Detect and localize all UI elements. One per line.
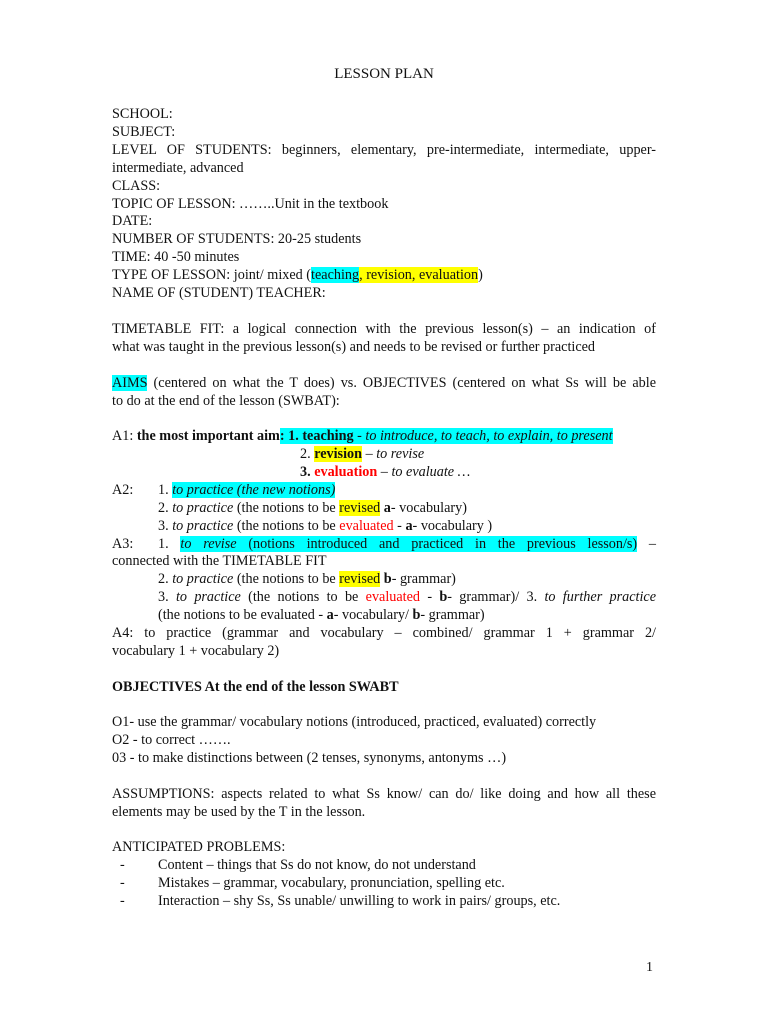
lesson-type-line: [112, 267, 656, 284]
aims-line-cont: to do at the end of the lesson (SWBAT):: [112, 393, 340, 409]
objective-o1: O1- use the grammar/ vocabulary notions (introduced, practiced, evaluated) correctly: [112, 714, 597, 730]
a2-2-letter: a: [380, 500, 391, 516]
a3-line-2: [158, 571, 638, 588]
a4-line-cont: vocabulary 1 + vocabulary 2): [112, 643, 280, 659]
a3-2-end: - grammar): [391, 571, 456, 587]
class-line: CLASS:: [112, 178, 161, 194]
timetable-line: TIMETABLE FIT: a logical connection with the previous lesson(s) – an indication of: [112, 321, 656, 337]
a2-2-end: - vocabulary): [390, 500, 467, 516]
bullet-dash: -: [120, 893, 125, 909]
bullet-dash: -: [120, 857, 125, 873]
bullet-dash: -: [120, 875, 125, 891]
a3-3-sep: -: [420, 589, 440, 605]
a3-1-end: –: [637, 536, 657, 552]
a1-bold: the most important aim: [136, 428, 280, 444]
students-line: NUMBER OF STUDENTS: 20-25 students: [112, 231, 362, 247]
a2-1-text: to practice (the new notions): [172, 482, 336, 498]
a2-3-end: - vocabulary ): [412, 518, 493, 534]
aims-line-rest: (centered on what the T does) vs. OBJECTIVES (centered on what Ss will be able: [147, 375, 656, 391]
a1-label: A1:: [112, 428, 137, 444]
objectives-heading: OBJECTIVES At the end of the lesson SWABT: [112, 679, 399, 695]
a2-label: A2:: [112, 482, 134, 498]
teacher-line: NAME OF (STUDENT) TEACHER:: [112, 285, 326, 301]
a1-revision-desc: – to revise: [362, 446, 425, 462]
a4-line: A4: to practice (grammar and vocabulary – combined/ grammar 1 + grammar 2/: [112, 625, 656, 641]
assumptions-line: ASSUMPTIONS: aspects related to what Ss know/ can do/ like doing and how all these: [112, 786, 656, 802]
assumptions-line-cont: elements may be used by the T in the lesson.: [112, 804, 366, 820]
lesson-type-teaching: teaching: [311, 267, 360, 283]
a1-evaluation-line: [300, 464, 600, 481]
page-number: 1: [646, 960, 653, 975]
a1-revision-word: revision: [314, 446, 363, 462]
time-line: TIME: 40 -50 minutes: [112, 249, 240, 265]
a3-line-3: [158, 589, 656, 606]
a3-2-num: 2.: [158, 571, 173, 587]
a3-3-italic: to practice: [175, 589, 241, 605]
a2-3-mid: (the notions to be: [233, 518, 340, 534]
aims-line: [112, 375, 656, 392]
a1-teaching: : 1. teaching: [279, 428, 354, 444]
a2-2-num: 2.: [158, 500, 173, 516]
a3-1-text: (notions introduced and practiced in the previous lesson/s): [236, 536, 638, 552]
a3-3-mid: (the notions to be: [240, 589, 366, 605]
problem-item: [112, 857, 656, 874]
aims-highlight: AIMS: [112, 375, 148, 391]
a3-3b-start: (the notions to be evaluated -: [158, 607, 327, 623]
problem-item: [112, 875, 656, 892]
a2-3-num: 3.: [158, 518, 173, 534]
problem-text: Interaction – shy Ss, Ss unable/ unwilling to work in pairs/ groups, etc.: [158, 893, 561, 909]
level-line-cont: intermediate, advanced: [112, 160, 244, 176]
a3-2-italic: to practice: [172, 571, 234, 587]
a2-3-sep: -: [393, 518, 406, 534]
a2-line-1: [158, 482, 558, 499]
a2-line-2: [158, 500, 638, 517]
timetable-line-cont: what was taught in the previous lesson(s) and needs to be revised or further practiced: [112, 339, 596, 355]
objective-o2: O2 - to correct …….: [112, 732, 231, 748]
a3-2-letter: b: [380, 571, 392, 587]
a1-teaching-desc: - to introduce, to teach, to explain, to present: [353, 428, 613, 444]
a3-3-further: to further practice: [544, 589, 657, 605]
a2-2-revised: revised: [339, 500, 381, 516]
a2-1-highlight: [172, 482, 335, 498]
a3-3b-a: a: [326, 607, 334, 623]
a2-3-evaluated: evaluated: [339, 518, 394, 534]
a3-3-end: - grammar)/ 3.: [447, 589, 545, 605]
a3-line-1-cont: connected with the TIMETABLE FIT: [112, 553, 327, 569]
a3-2-mid: (the notions to be: [233, 571, 340, 587]
a1-evaluation-word: evaluation: [314, 464, 378, 480]
a3-line-1: [158, 536, 656, 553]
a2-2-italic: to practice: [172, 500, 234, 516]
a3-2-revised: revised: [339, 571, 381, 587]
lesson-type-prefix: TYPE OF LESSON: joint/ mixed (: [112, 267, 312, 283]
a2-line-3: [158, 518, 638, 535]
problem-item: [112, 893, 656, 910]
a2-2-mid: (the notions to be: [233, 500, 340, 516]
a3-3b-end: - grammar): [420, 607, 485, 623]
a3-line-3-cont: [158, 607, 638, 624]
problem-text: Content – things that Ss do not know, do not understand: [158, 857, 476, 873]
school-line: SCHOOL:: [112, 106, 173, 122]
a1-highlight: [280, 428, 613, 444]
a1-evaluation-desc: – to evaluate …: [377, 464, 471, 480]
a1-revision-line: [300, 446, 600, 463]
a1-line: [112, 428, 672, 445]
a3-3-letter: b: [439, 589, 448, 605]
a1-revision-num: 2.: [300, 446, 315, 462]
topic-line: TOPIC OF LESSON: ……..Unit in the textbook: [112, 196, 389, 212]
a3-1-num: 1.: [158, 536, 181, 552]
a2-3-italic: to practice: [172, 518, 234, 534]
level-line: LEVEL OF STUDENTS: beginners, elementary, pre-intermediate, intermediate, upper-: [112, 142, 656, 158]
a2-1-num: 1.: [158, 482, 173, 498]
a3-label: A3:: [112, 536, 134, 552]
date-line: DATE:: [112, 213, 153, 229]
a3-3b-mid: - vocabulary/: [333, 607, 413, 623]
problems-heading: ANTICIPATED PROBLEMS:: [112, 839, 286, 855]
a3-3-num: 3.: [158, 589, 176, 605]
page-title: LESSON PLAN: [334, 66, 434, 82]
lesson-type-suffix: ): [478, 267, 483, 283]
objective-o3: 03 - to make distinctions between (2 tenses, synonyms, antonyms …): [112, 750, 507, 766]
a2-3-letter: a: [405, 518, 413, 534]
a1-evaluation-num: 3.: [300, 464, 315, 480]
a3-1-italic: to revise: [180, 536, 237, 552]
subject-line: SUBJECT:: [112, 124, 176, 140]
problem-text: Mistakes – grammar, vocabulary, pronunciation, spelling etc.: [158, 875, 505, 891]
a3-1-highlight: [180, 536, 637, 552]
a3-3-evaluated: evaluated: [365, 589, 421, 605]
a3-3b-b: b: [412, 607, 421, 623]
lesson-type-rest: , revision, evaluation: [359, 267, 479, 283]
